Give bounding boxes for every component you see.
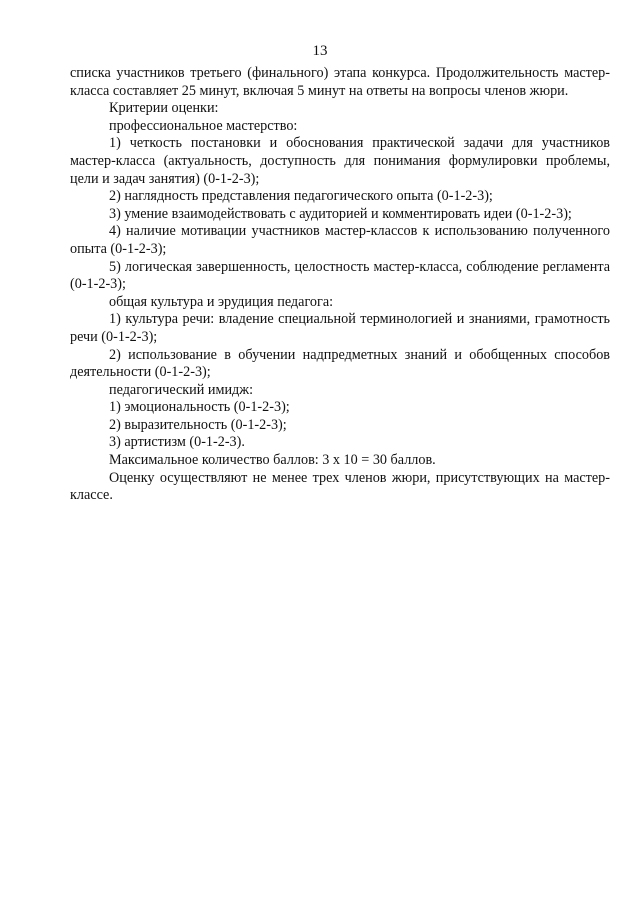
paragraph-culture-heading: общая культура и эрудиция педагога: — [109, 293, 334, 310]
page-body — [70, 65, 610, 505]
paragraph-jury: Оценку осуществляют не менее трех членов жюри, присутствующих на мастер-классе. — [70, 469, 610, 504]
paragraph-professional-3: 3) умение взаимодействовать с аудиторией и комментировать идеи (0-1-2-3); — [109, 205, 572, 222]
paragraph-professional-5: 5) логическая завершенность, целостность мастер-класса, соблюдение регламента (0-1-2-3); — [70, 258, 610, 293]
page-number: 13 — [312, 43, 328, 59]
paragraph-continuation: списка участников третьего (финального) этапа конкурса. Продолжительность мастер-класса составляет 25 минут, включая 5 минут на ответы на вопросы членов жюри. — [70, 65, 610, 99]
paragraph-culture-2: 2) использование в обучении надпредметных знаний и обобщенных способов деятельности (0-1-2-3); — [70, 346, 610, 381]
paragraph-image-3: 3) артистизм (0-1-2-3). — [109, 434, 245, 451]
paragraph-professional-2: 2) наглядность представления педагогического опыта (0-1-2-3); — [109, 188, 493, 205]
paragraph-max-score: Максимальное количество баллов: 3 х 10 = 30 баллов. — [109, 452, 436, 469]
paragraph-culture-1: 1) культура речи: владение специальной терминологией и знаниями, грамотность речи (0-1-2-3); — [70, 311, 610, 345]
paragraph-image-1: 1) эмоциональность (0-1-2-3); — [109, 399, 290, 416]
paragraph-image-heading: педагогический имидж: — [109, 381, 254, 398]
paragraph-criteria-heading: Критерии оценки: — [109, 100, 219, 117]
paragraph-professional-4: 4) наличие мотивации участников мастер-классов к использованию полученного опыта (0-1-2-3); — [70, 223, 610, 257]
paragraph-professional-heading: профессиональное мастерство: — [109, 117, 298, 134]
paragraph-image-2: 2) выразительность (0-1-2-3); — [109, 416, 287, 433]
paragraph-professional-1: 1) четкость постановки и обоснования практической задачи для участников мастер-класса (актуальность, доступность для понимания формулировки проблемы, цели и задач занятия) (0-1-2-3); — [70, 135, 610, 187]
